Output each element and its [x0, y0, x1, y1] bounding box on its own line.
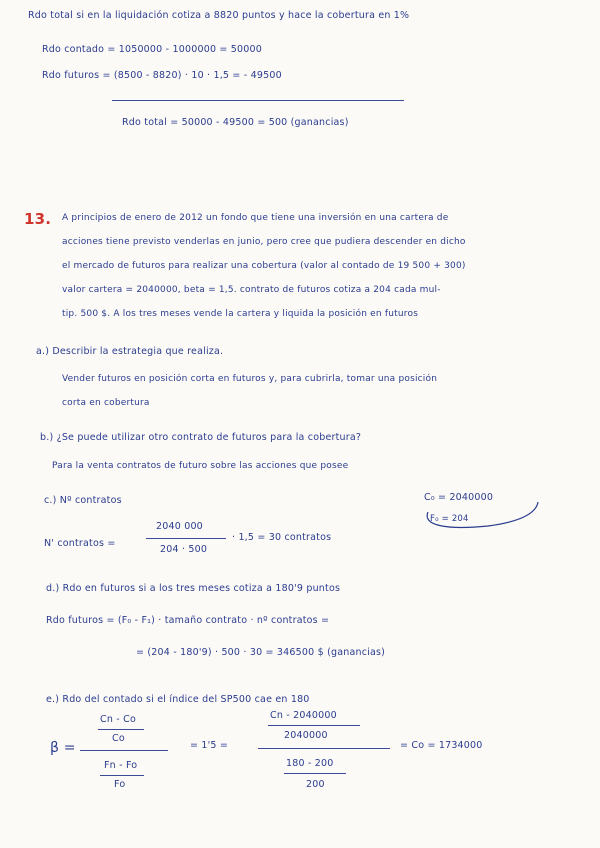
e-result: = Co = 1734000	[400, 740, 483, 751]
part-d-question: d.) Rdo en futuros si a los tres meses cotiza a 180'9 puntos	[46, 583, 341, 594]
question-13-line-2: acciones tiene previsto venderlas en junio, pero cree que pudiera descender en dicho	[62, 237, 466, 247]
c-formula-denominator: 204 · 500	[160, 544, 208, 555]
e-right-num-bottom: 2040000	[284, 730, 328, 741]
part-a-question: a.) Describir la estrategia que realiza.	[36, 346, 224, 357]
c-formula-rest: · 1,5 = 30 contratos	[232, 532, 332, 543]
e-left-den-bottom: Fo	[114, 779, 126, 790]
d-formula-line-1: Rdo futuros = (F₀ - F₁) · tamaño contrato · nº contratos =	[46, 615, 330, 626]
c-fraction-bar	[146, 538, 226, 539]
e-left-den-top: Fn - Fo	[104, 760, 138, 771]
part-e-question: e.) Rdo del contado si el índice del SP500 cae en 180	[46, 694, 310, 705]
rdo-futuros-line: Rdo futuros = (8500 - 8820) · 10 · 1,5 = - 49500	[42, 70, 282, 81]
c-formula-numerator: 2040 000	[156, 521, 203, 532]
part-c-question: c.) Nº contratos	[44, 495, 122, 506]
e-left-num-top: Cn - Co	[100, 714, 136, 725]
part-b-question: b.) ¿Se puede utilizar otro contrato de futuros para la cobertura?	[40, 432, 362, 443]
e-left-num-bottom: Co	[112, 733, 125, 744]
separator-line	[112, 100, 404, 101]
c-side-note-1: C₀ = 2040000	[424, 492, 494, 503]
e-right-num-bar	[268, 725, 360, 726]
e-right-num-top: Cn - 2040000	[270, 710, 337, 721]
e-right-den-bar	[284, 773, 346, 774]
rdo-contado-line: Rdo contado = 1050000 - 1000000 = 50000	[42, 44, 263, 55]
curved-arrow-icon	[418, 500, 548, 532]
d-formula-line-2: = (204 - 180'9) · 500 · 30 = 346500 $ (ganancias)	[136, 647, 386, 658]
e-left-num-bar	[98, 729, 144, 730]
c-formula-lhs: N' contratos =	[44, 538, 116, 549]
question-13-line-1: A principios de enero de 2012 un fondo que tiene una inversión en una cartera de	[62, 213, 449, 223]
part-b-answer: Para la venta contratos de futuro sobre las acciones que posee	[52, 461, 349, 471]
part-d-intro: Rdo total si en la liquidación cotiza a 8820 puntos y hace la cobertura en 1%	[28, 10, 410, 21]
c-side-note-2: F₀ = 204	[430, 514, 469, 524]
e-right-main-bar	[258, 748, 390, 749]
question-13-line-5: tip. 500 $. A los tres meses vende la cartera y liquida la posición en futuros	[62, 309, 419, 319]
question-13-line-4: valor cartera = 2040000, beta = 1,5. contrato de futuros cotiza a 204 cada mul-	[62, 285, 441, 295]
rdo-total-line: Rdo total = 50000 - 49500 = 500 (ganancias)	[122, 117, 349, 128]
part-a-answer-1: Vender futuros en posición corta en futuros y, para cubrirla, tomar una posición	[62, 374, 438, 384]
e-right-den-top: 180 - 200	[286, 758, 334, 769]
question-13-number: 13.	[24, 210, 52, 228]
question-13-line-3: el mercado de futuros para realizar una cobertura (valor al contado de 19 500 + 300)	[62, 261, 466, 271]
e-left-main-bar	[80, 750, 168, 751]
e-beta-symbol: β =	[50, 740, 76, 756]
e-equals-beta: = 1'5 =	[190, 740, 229, 751]
e-left-den-bar	[100, 775, 144, 776]
part-a-answer-2: corta en cobertura	[62, 398, 150, 408]
e-right-den-bottom: 200	[306, 779, 325, 790]
